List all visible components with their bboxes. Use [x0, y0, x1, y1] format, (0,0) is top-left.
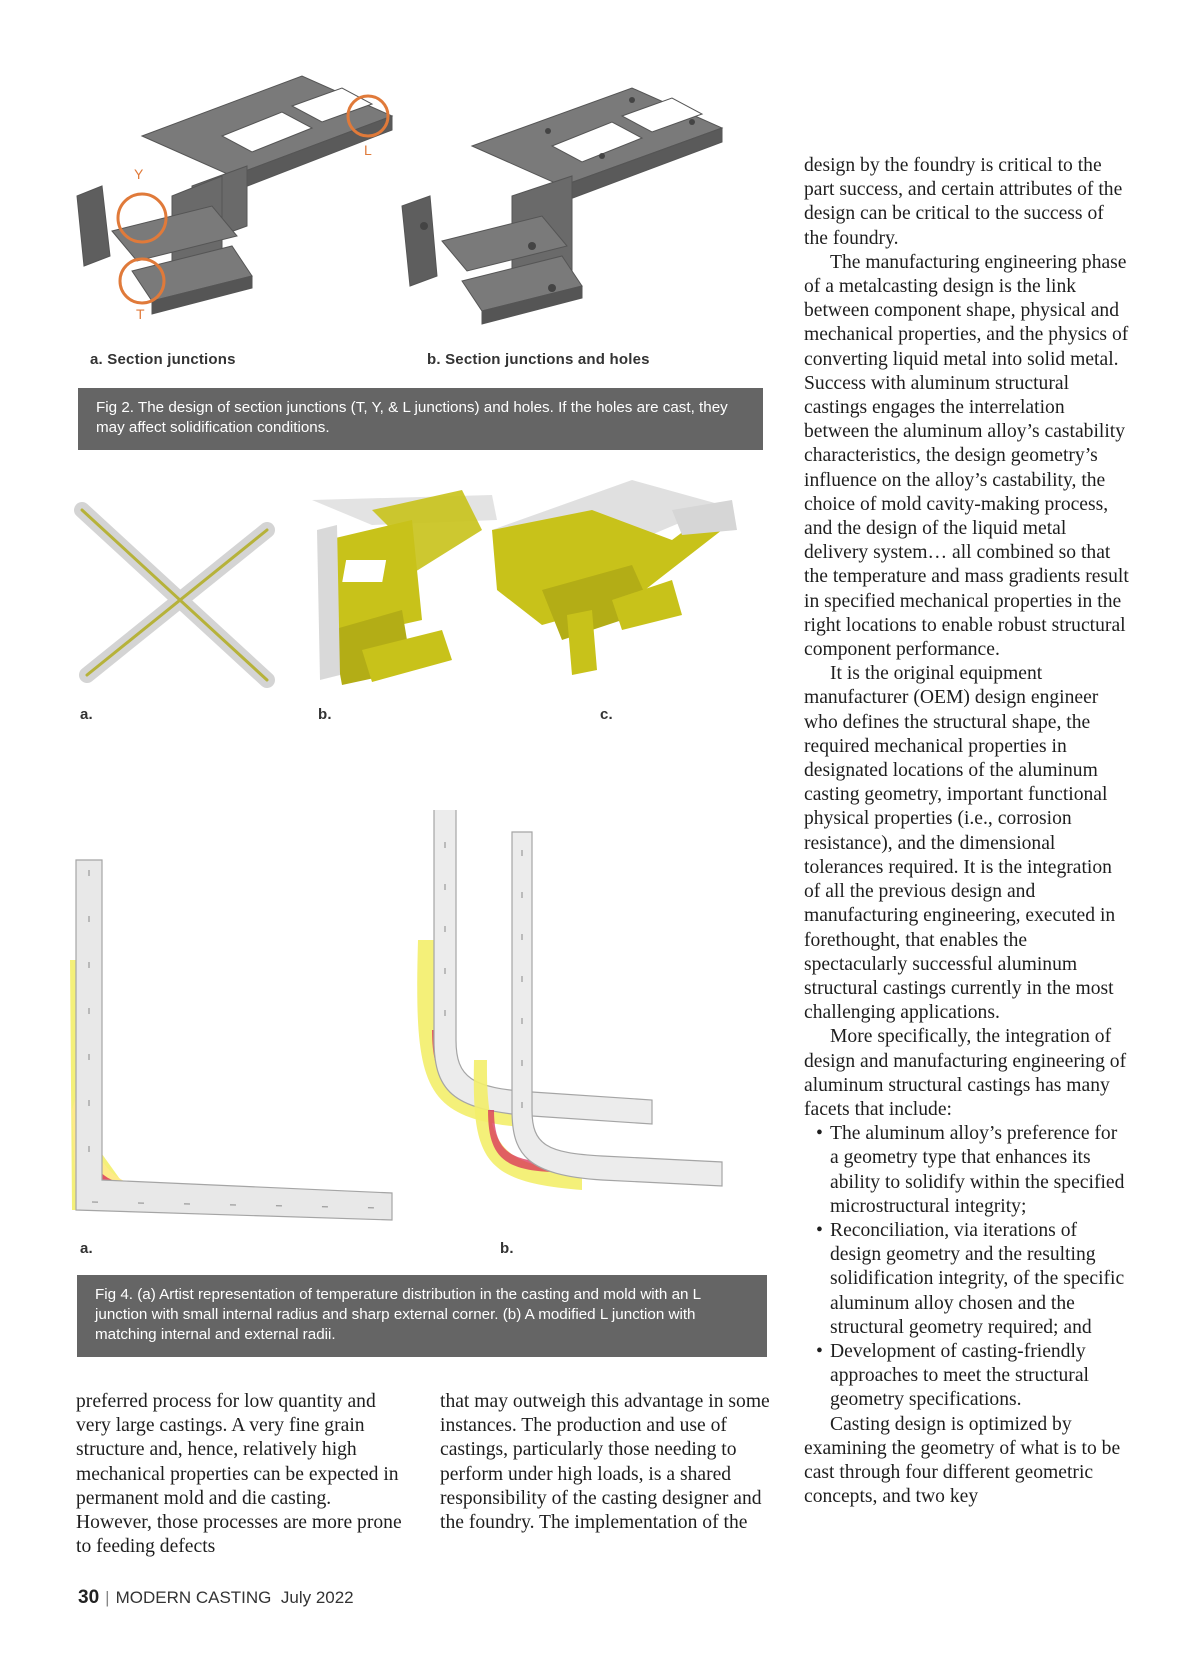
page-number: 30 — [78, 1587, 100, 1608]
fig3-label-c: c. — [600, 706, 613, 723]
fig2-parts-illustration — [72, 66, 762, 366]
fig2a-part — [77, 76, 392, 314]
publication-name: MODERN CASTING — [115, 1588, 272, 1607]
fig4-caption: Fig 4. (a) Artist representation of temperature distribution in the casting and mold with an L junction with small internal radius and sharp external corner. (b) A modified L junction with matching internal and external radii. — [77, 1275, 767, 1357]
fig2b-part — [402, 88, 722, 324]
body-column-2 — [440, 1390, 770, 1560]
col1-text: preferred process for low quantity and very large castings. A very fine grain structure and, hence, relatively high mechanical properties can be expected in permanent mold and die casting. However, those processes are more prone to feeding defects — [76, 1391, 402, 1558]
fig3-simulation-images — [72, 470, 772, 710]
figure-4 — [62, 810, 782, 1230]
fig3a-cross — [82, 510, 267, 680]
fig3-label-b: b. — [318, 706, 332, 723]
bullet-text: The aluminum alloy’s preference for a geometry type that enhances its ability to solidify within the specified microstructural integrity; — [830, 1123, 1125, 1217]
fig4-l-junction-images — [62, 810, 782, 1230]
issue-date: July 2022 — [280, 1588, 354, 1607]
fig2-label-a: a. Section junctions — [90, 351, 236, 368]
fig4-label-b: b. — [500, 1240, 514, 1257]
bullet-text: Reconciliation, via iterations of design geometry and the resulting solidification integrity, of the specific aluminum alloy chosen and the structural geometry required; and — [830, 1219, 1125, 1338]
figure-2 — [72, 66, 762, 376]
list-item — [804, 1219, 1129, 1340]
marker-t-label: T — [136, 306, 145, 322]
body-column-1 — [76, 1390, 411, 1560]
fig2-label-b: b. Section junctions and holes — [427, 351, 650, 368]
bullet-text: Development of casting-friendly approaches to meet the structural geometry specifications. — [830, 1340, 1089, 1411]
fig3c-part — [492, 480, 737, 675]
col3-paragraph-4: More specifically, the integration of design and manufacturing engineering of aluminum structural castings has many facets that include: — [804, 1026, 1127, 1120]
fig4-label-a: a. — [80, 1240, 93, 1257]
footer-separator: | — [105, 1588, 110, 1607]
page-footer — [78, 1587, 354, 1609]
col3-paragraph-2: The manufacturing engineering phase of a metalcasting design is the link between component shape, physical and mechanical properties, and the physics of converting liquid metal into solid metal. Success with aluminum structural castings engages the interrelation between the aluminum alloy’s castability characteristics, the design geometry’s influence on the alloy’s castability, the choice of mold cavity-making process, and the design of the liquid metal delivery system… all combined so that the temperature and mass gradients result in specified mechanical properties in the right locations to enable robust structural component performance. — [804, 251, 1129, 661]
marker-l-label: L — [364, 142, 372, 158]
body-column-3 — [804, 154, 1129, 1564]
fig3b-part — [312, 490, 497, 685]
col3-paragraph-3: It is the original equipment manufacturer (OEM) design engineer who defines the structural shape, the required mechanical properties in designated locations of the aluminum casting geometry, important functional physical properties (i.e., corrosion resistance), and the dimensional tolerances required. It is the integration of all the previous design and manufacturing engineering, executed in forethought, that enables the spectacularly successful aluminum structural castings currently in the most challenging applications. — [804, 663, 1116, 1024]
marker-y-label: Y — [134, 166, 144, 182]
fig3-label-a: a. — [80, 706, 93, 723]
fig2-caption: Fig 2. The design of section junctions (T, Y, & L junctions) and holes. If the holes are cast, they may affect solidification conditions. — [78, 388, 763, 450]
fig4b-l-junction-back — [417, 810, 652, 1128]
bullet-glyph: • — [816, 1340, 823, 1362]
list-item — [804, 1122, 1129, 1219]
col3-paragraph-5: Casting design is optimized by examining the geometry of what is to be cast through four different geometric concepts, and two key — [804, 1413, 1121, 1508]
list-item — [804, 1340, 1129, 1413]
fig4b-l-junction-front — [474, 832, 722, 1190]
fig4a-l-junction — [70, 860, 392, 1220]
bullet-glyph: • — [816, 1123, 823, 1145]
bullet-glyph: • — [816, 1219, 823, 1241]
col3-bullet-list — [804, 1122, 1129, 1412]
figure-3 — [72, 470, 772, 720]
col2-text: that may outweigh this advantage in some instances. The production and use of castings, particularly those needing to perform under high loads, is a shared responsibility of the casting designer and the foundry. The implementation of the — [440, 1391, 770, 1534]
col3-paragraph-1: design by the foundry is critical to the part success, and certain attributes of the design can be critical to the success of the foundry. — [804, 155, 1123, 249]
